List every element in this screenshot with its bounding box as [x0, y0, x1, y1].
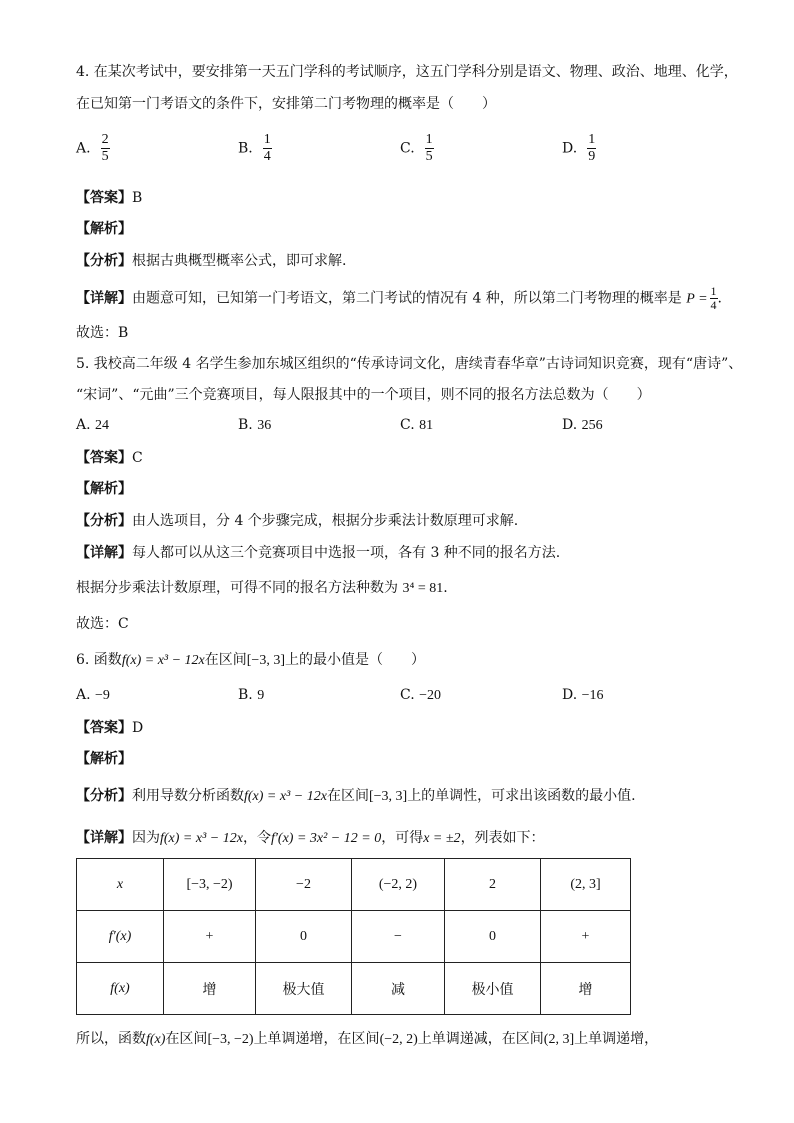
table-cell: +: [164, 911, 256, 963]
table-cell: f(x): [77, 963, 164, 1015]
q6-answer: 【答案】D: [76, 720, 144, 736]
table-row: [77, 963, 631, 1015]
q6-option-a: A. −9: [76, 687, 110, 703]
q5-option-a: A. 24: [76, 417, 110, 433]
q6-option-d: D. −16: [562, 687, 604, 703]
q6-option-c: C. −20: [400, 687, 442, 703]
q6-conclusion-line: 所以，函数f(x)在区间[−3, −2)上单调递增，在区间(−2, 2)上单调递减，在区间(2, 3]上单调递增，: [76, 1031, 659, 1047]
q4-conclusion: 故选：B: [76, 325, 129, 341]
table-cell: 0: [256, 911, 352, 963]
q5-line2: 根据分步乘法计数原理，可得不同的报名方法种数为 3⁴ = 81.: [76, 580, 448, 596]
table-cell: −2: [256, 859, 352, 911]
q5-stem-line1: 5. 我校高二年级 4 名学生参加东城区组织的“传承诗词文化，唐续青春华章”古诗词知识竞赛，现有“唐诗”、: [76, 356, 743, 372]
table-cell: f′(x): [77, 911, 164, 963]
q5-fenxi: 【分析】由人选项目，分 4 个步骤完成，根据分步乘法计数原理可求解.: [76, 513, 519, 529]
q5-option-c: C. 81: [400, 417, 434, 433]
q5-analysis-heading: 【解析】: [76, 481, 132, 497]
table-cell: 2: [445, 859, 541, 911]
q4-stem-line1: 4. 在某次考试中，要安排第一天五门学科的考试顺序，这五门学科分别是语文、物理、政治、地理、化学，: [76, 64, 738, 80]
q6-stem: 6. 函数f(x) = x³ − 12x在区间[−3, 3]上的最小值是（ ）: [76, 652, 425, 668]
variation-table: [76, 858, 631, 1015]
q5-xiangjie: 【详解】每人都可以从这三个竞赛项目中选报一项，各有 3 种不同的报名方法.: [76, 545, 561, 561]
q4-fenxi: 【分析】根据古典概型概率公式，即可求解.: [76, 253, 347, 269]
q5-conclusion: 故选：C: [76, 616, 129, 632]
table-cell: 增: [164, 963, 256, 1015]
q6-option-b: B. 9: [238, 687, 265, 703]
table-cell: 极小值: [445, 963, 541, 1015]
table-cell: 减: [352, 963, 445, 1015]
q4-option-d: D. $\frac{1}{9}$: [562, 132, 596, 164]
table-cell: +: [541, 911, 631, 963]
q4-option-b: B. $\frac{1}{4}$: [238, 132, 271, 164]
q5-answer: 【答案】C: [76, 450, 143, 466]
table-cell: −: [352, 911, 445, 963]
q4-stem-line2: 在已知第一门考语文的条件下，安排第二门考物理的概率是（ ）: [76, 96, 496, 112]
table-cell: 0: [445, 911, 541, 963]
q6-fenxi: 【分析】利用导数分析函数f(x) = x³ − 12x在区间[−3, 3]上的单调性，可求出该函数的最小值.: [76, 788, 636, 804]
q4-answer: 【答案】B: [76, 190, 143, 206]
table-cell: 增: [541, 963, 631, 1015]
table-cell: x: [77, 859, 164, 911]
table-row: [77, 859, 631, 911]
q5-option-b: B. 36: [238, 417, 272, 433]
q4-option-a: A. $\frac{2}{5}$: [76, 132, 109, 164]
table-cell: (−2, 2): [352, 859, 445, 911]
q6-analysis-heading: 【解析】: [76, 751, 132, 767]
q5-stem-line2: “宋词”、“元曲”三个竞赛项目，每人限报其中的一个项目，则不同的报名方法总数为（ ）: [76, 387, 651, 403]
q4-xiangjie: 【详解】由题意可知，已知第一门考语文，第二门考试的情况有 4 种，所以第二门考物理的概率是 P = $\frac{1}{4}$ .: [76, 284, 722, 312]
table-cell: (2, 3]: [541, 859, 631, 911]
table-cell: 极大值: [256, 963, 352, 1015]
q6-xiangjie: 【详解】因为f(x) = x³ − 12x，令f′(x) = 3x² − 12 = 0，可得x = ±2，列表如下：: [76, 830, 545, 846]
q4-analysis-heading: 【解析】: [76, 221, 132, 237]
table-cell: [−3, −2): [164, 859, 256, 911]
q5-option-d: D. 256: [562, 417, 603, 433]
q4-option-c: C. $\frac{1}{5}$: [400, 132, 433, 164]
table-row: [77, 911, 631, 963]
